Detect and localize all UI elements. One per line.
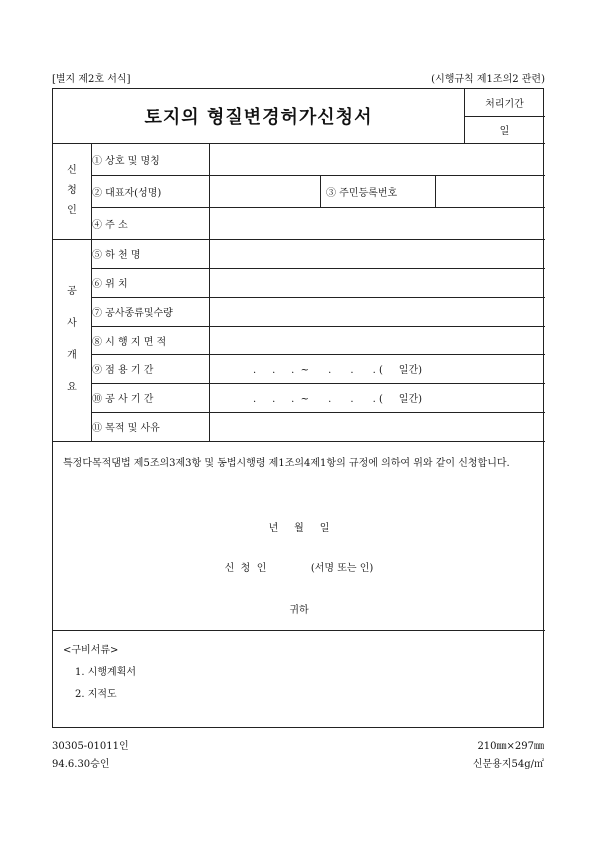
form-number: [별지 제2호 서식] (52, 74, 131, 85)
construction-period-label: ⑩ 공 사 기 간 (92, 394, 154, 405)
business-name-label: ① 상호 및 명칭 (92, 155, 160, 167)
address-label: ④ 주 소 (92, 219, 128, 231)
recipient: 귀하 (289, 605, 309, 616)
applicant-group-label: 신 청 인 (67, 165, 77, 216)
work-type-label: ⑦ 공사종류및수량 (92, 308, 173, 319)
construction-period-value: . . . ~ . . . ( 일간) (253, 394, 423, 405)
river-name-label: ⑤ 하 천 명 (92, 250, 141, 261)
required-documents-heading: <구비서류> (63, 645, 119, 656)
required-document-item: 1. 시행계획서 (75, 667, 137, 678)
form-code: 30305-01011인 (52, 741, 129, 752)
occupancy-period-value: . . . ~ . . . ( 일간) (253, 365, 423, 376)
site-area-label: ⑧ 시 행 지 면 적 (92, 336, 167, 348)
approval-date: 94.6.30승인 (52, 759, 110, 770)
required-document-item: 2. 지적도 (75, 689, 117, 700)
signature-line: 신 청 인 (서명 또는 인) (224, 563, 374, 574)
processing-period-value: 일 (499, 126, 510, 137)
purpose-label: ⑪ 목적 및 사유 (92, 423, 160, 434)
representative-label: ② 대표자(성명) (92, 187, 162, 199)
processing-period-label: 처리기간 (485, 99, 524, 110)
paper-size: 210㎜×297㎜ (477, 741, 544, 752)
location-label: ⑥ 위 치 (92, 279, 128, 290)
form-title: 토지의 형질변경허가신청서 (144, 107, 373, 128)
related-regulation: (시행규칙 제1조의2 관련) (431, 74, 545, 85)
date-line: 년 월 일 (268, 523, 330, 534)
overview-group-label: 공 사 개 요 (67, 286, 77, 393)
occupancy-period-label: ⑨ 점 용 기 간 (92, 365, 154, 376)
resident-number-label: ③ 주민등록번호 (326, 187, 398, 199)
application-statement: 특정다목적댐법 제5조의3제3항 및 동법시행령 제1조의4제1항의 규정에 의하여 위와 같이 신청합니다. (63, 458, 510, 469)
application-form (52, 88, 544, 728)
paper-type: 신문용지54g/㎡ (472, 759, 544, 770)
